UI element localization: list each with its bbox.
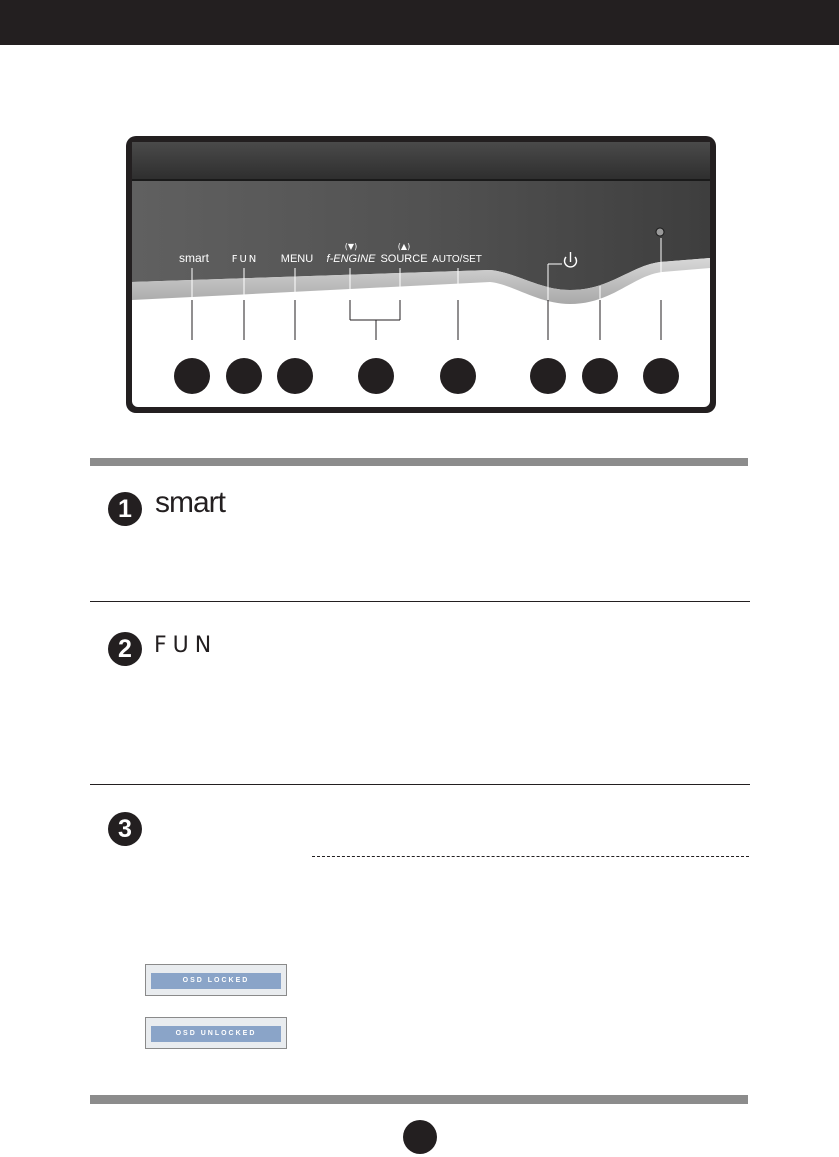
smart-button-label: smart <box>179 251 209 265</box>
fun-button-label: FUN <box>231 254 259 265</box>
source-arrow-label: (▲) <box>397 242 411 251</box>
section-divider-top <box>90 458 748 466</box>
dashed-divider <box>312 856 749 857</box>
callout-1 <box>174 358 210 394</box>
fun-logo: FUN <box>154 633 218 658</box>
smart-logo: smart <box>155 486 225 519</box>
monitor-front-panel-diagram <box>0 0 839 420</box>
power-led-icon <box>656 228 664 236</box>
page-number-badge <box>403 1120 437 1154</box>
callout-5 <box>440 358 476 394</box>
monitor-bezel <box>132 142 710 180</box>
callout-8 <box>643 358 679 394</box>
osd-locked-message <box>145 964 287 996</box>
callout-2 <box>226 358 262 394</box>
osd-unlocked-message <box>145 1017 287 1049</box>
callout-6 <box>530 358 566 394</box>
menu-button-label: MENU <box>280 253 314 265</box>
autoset-button-label: AUTO/SET <box>432 254 482 265</box>
osd-unlocked-text: OSD UNLOCKED <box>151 1026 281 1042</box>
fengine-arrow-label: (▼) <box>344 242 358 251</box>
callout-7 <box>582 358 618 394</box>
osd-locked-text: OSD LOCKED <box>151 973 281 989</box>
callout-3 <box>277 358 313 394</box>
section-divider-2 <box>90 784 750 785</box>
callout-4 <box>358 358 394 394</box>
fengine-button-label: f-ENGINE <box>326 253 376 265</box>
section-number-2: 2 <box>108 632 142 666</box>
section-divider-bottom <box>90 1095 748 1104</box>
section-divider-1 <box>90 601 750 602</box>
source-button-label: SOURCE <box>380 253 428 265</box>
section-number-1: 1 <box>108 492 142 526</box>
section-number-3: 3 <box>108 812 142 846</box>
